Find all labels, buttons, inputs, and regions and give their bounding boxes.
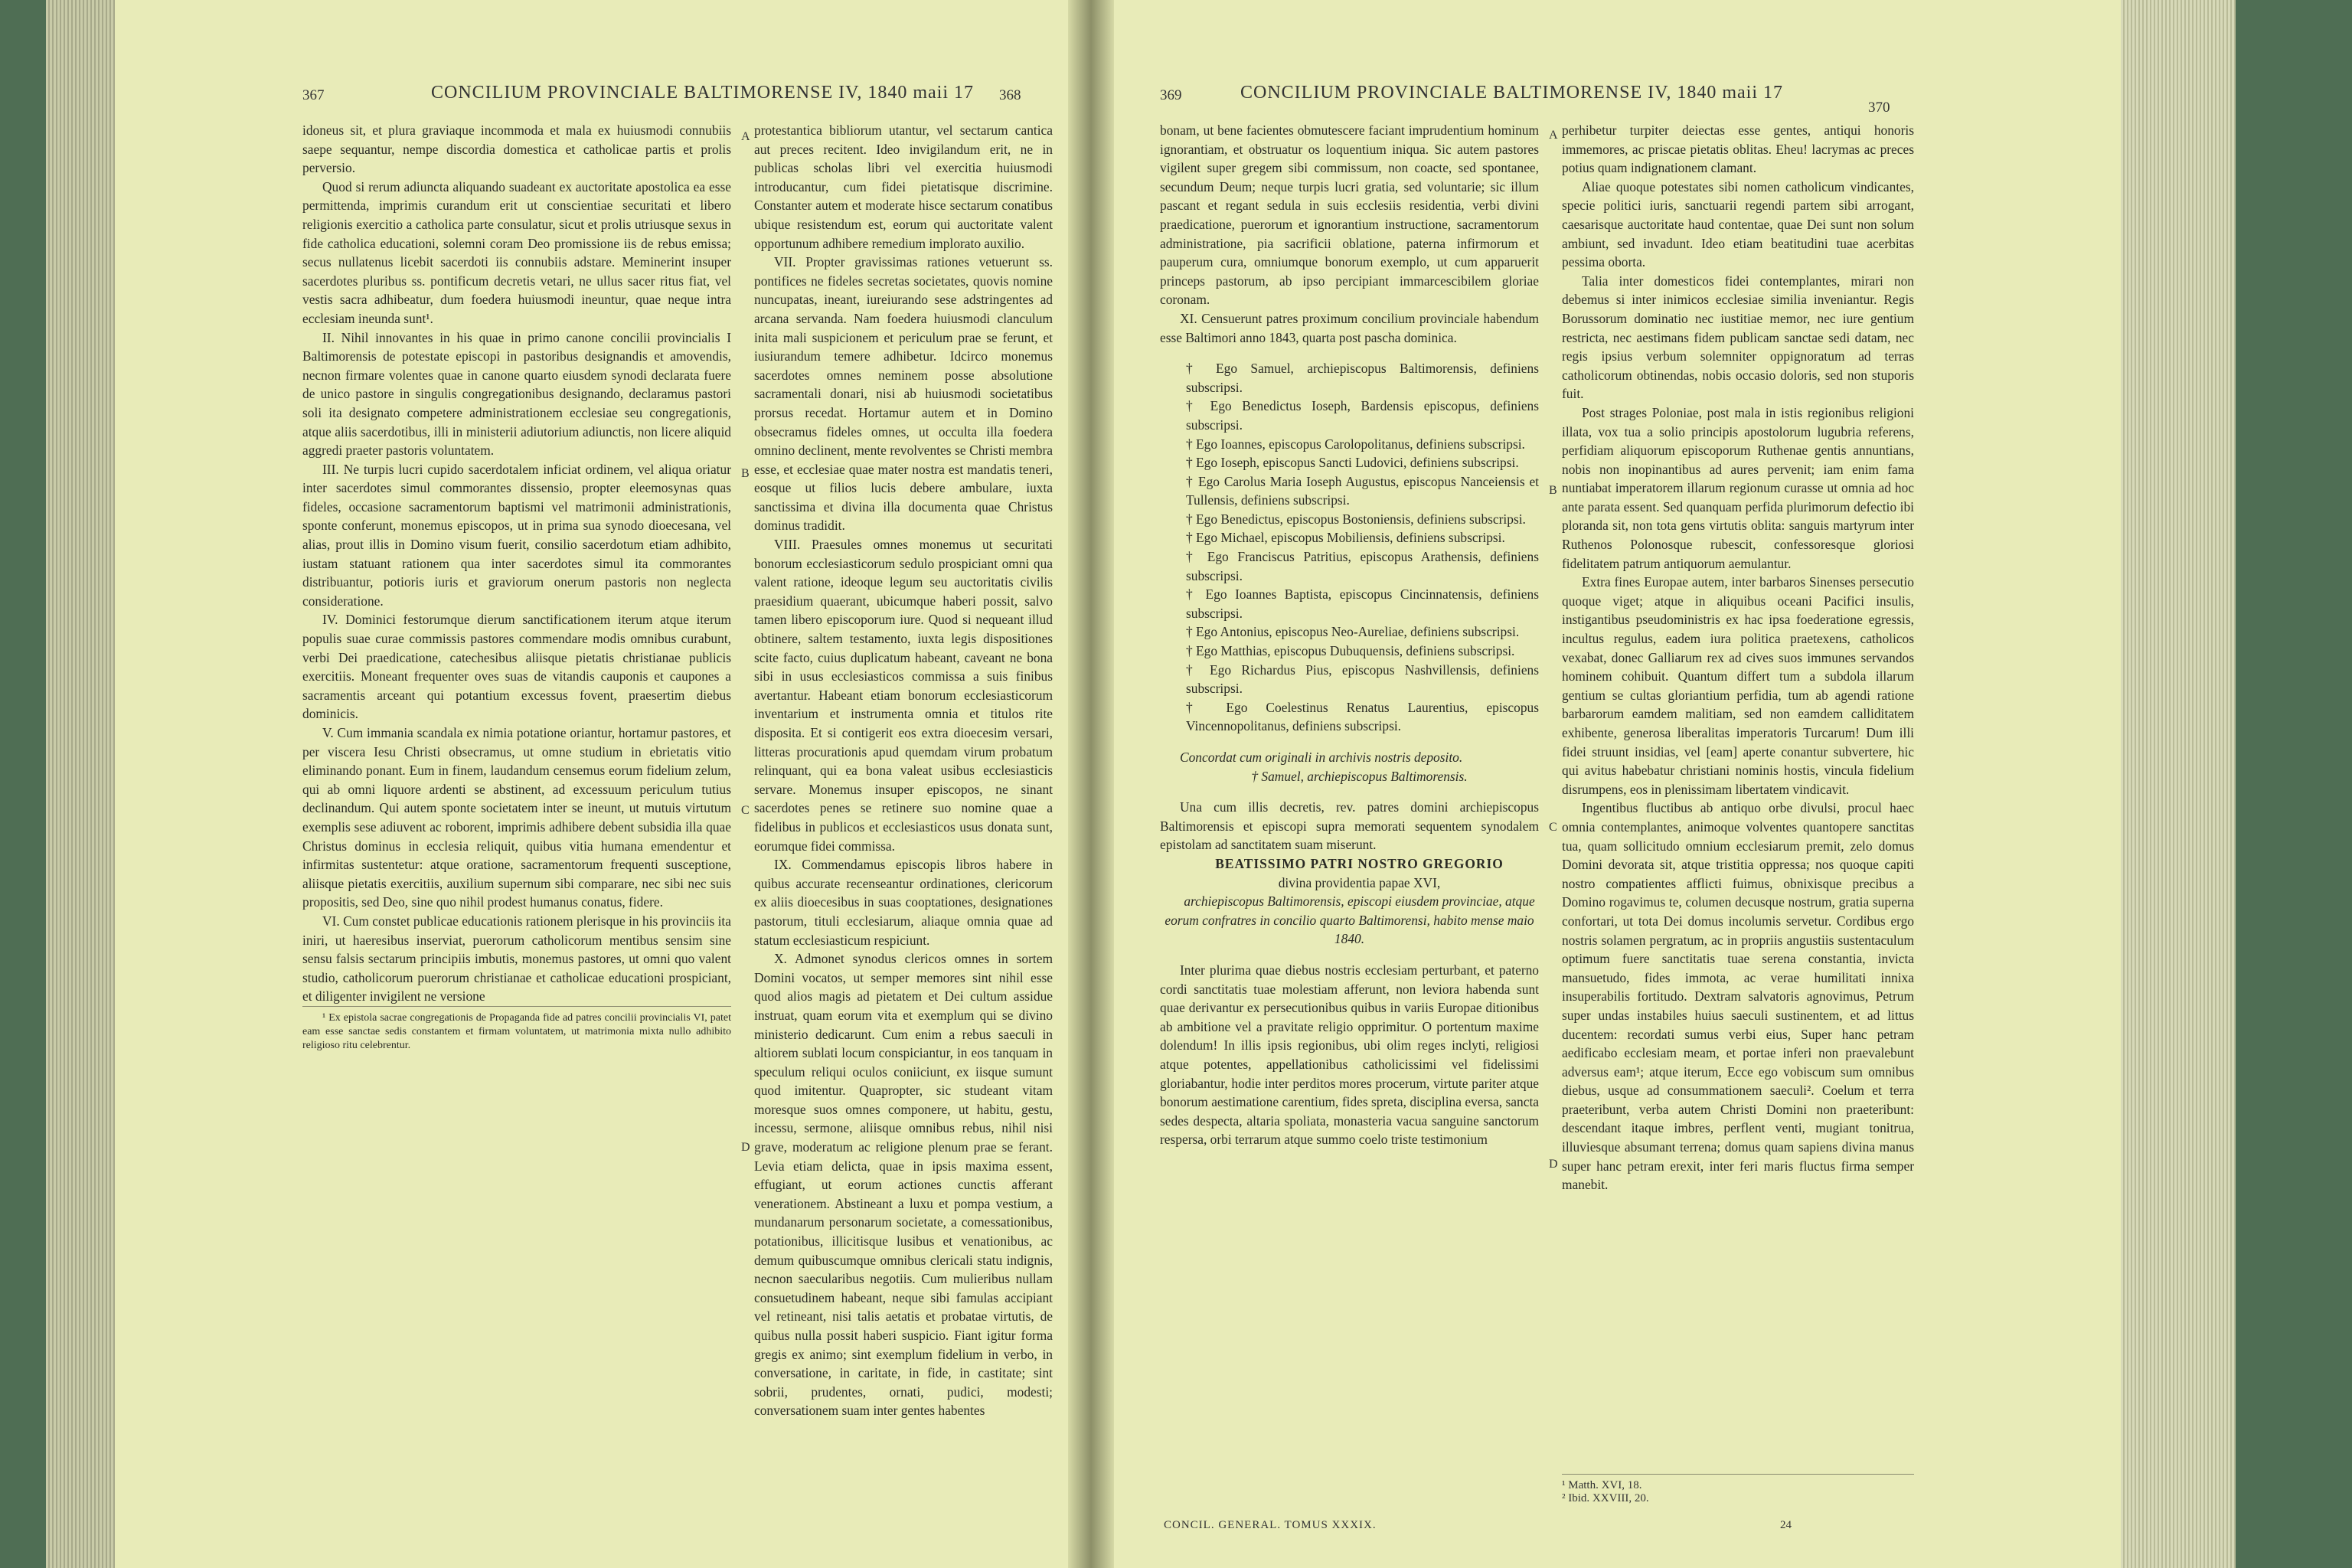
page-number-370: 370 (1868, 100, 1890, 116)
signature-line: † Ego Ioseph, episcopus Sancti Ludovici, definiens subscripsi. (1186, 455, 1519, 471)
signature-mark: CONCIL. GENERAL. TOMUS XXXIX. (1164, 1519, 1377, 1531)
paragraph: Post strages Poloniae, post mala in istis regionibus religioni illata, vox tua a solio principis apostolorum lugubria referens, perfidiam aliquorum episcoporum Ruthenae gentis annuntians, nobis non inopinantibus ad aures pervenit; iam enim fama nuntiabat imperatorem illarum regionum curasse ut omnia ad hoc ante parata essent. Sed quanquam perfida plurimorum defectio ibi ploranda sit, non tota gens virtutis oblita: sanguis martyrum inter Ruthenos Polonosque rubescit, confessoresque gloriosi fidelitatem patrum antiquorum aemulantur. (1562, 404, 1914, 571)
signature-line: † Ego Michael, episcopus Mobiliensis, definiens subscripsi. (1186, 530, 1505, 546)
margin-letter-a: A (741, 130, 750, 143)
paragraph: Quod si rerum adiuncta aliquando suadeant ex auctoritate apostolica ea esse permittenda, imprimis curandum erit ut conscientiae securitati et libero religionis exercitio a catholica parte consulatur, sicut et prolis utriusque sexus in fide catholica educationi, solemni coram Deo promissione iis de rebus emissa; secus nullatenus licebit sacerdoti iis connubiis adstare. Meminerint insuper sacerdotes pluribus ss. pontificum decretis vetari, ne ullus sacer ritus fiat, vel vestis sacra adhibeatur, dum foedera huiusmodi ineuntur, quae neque intra ecclesiam ineunda sunt¹. (302, 178, 731, 326)
signature-line: † Ego Samuel, archiepiscopus Baltimorensis, definiens subscripsi. (1186, 361, 1539, 395)
right-page-column-1 (1160, 121, 1539, 1545)
paragraph: Inter plurima quae diebus nostris ecclesiam perturbant, et paterno cordi sanctitatis tuae molestiam afferunt, non leviora habenda sunt quae derivantur ex persecutionibus quibus in variis Europae ditionibus ab ambitione vel a pravitate religio opprimitur. O portentum maxime dolendum! In illis ipsis regionibus, ubi olim reges inclyti, religiosi atque potentes, appellationibus catholicissimi vel fidelissimi gloriabantur, hodie inter perditos mores procerum, virtute pariter atque bonorum aestimatione carentium, fides spreta, disciplina eversa, sancta sedes despecta, altaria spoliata, monasteria vacua sanguine sanctorum respersa, orbi terrarum atque summo coelo triste testimonium (1160, 962, 1539, 1148)
concordat-signature: † Samuel, archiepiscopus Baltimorensis. (1251, 768, 1468, 784)
left-page-column-2 (754, 121, 1053, 1545)
paragraph: V. Cum immania scandala ex nimia potatione oriantur, hortamur pastores, et per viscera Iesu Christi obsecramus, ut omne studium in ebrietatis vitio eliminando ponant. Eum in finem, laudandum censemus eorum fidelium zelum, qui ab omni liquore ardenti se abstinent, ad excessuum periculum tutius declinandum. Qui autem sponte societatem inter se ineunt, ut mutuis virtutum exemplis sese adiuvent ac roborent, imprimis adhibere debent subsidia illa quae Christus dominus in ecclesia reliquit, quibus vitia humana emendentur et infirmitas sustentetur: atque oratione, sacramentorum frequenti susceptione, aliisque pietatis exercitiis, auxilium supernum sibi comparare, nec sibi nec suis propositis, sed Deo, sine quo nihil prodest humanus conatus, fidere. (302, 725, 731, 910)
right-page (1114, 0, 2117, 1568)
page-number-367: 367 (302, 87, 325, 103)
signature-line: † Ego Ioannes Baptista, episcopus Cincinnatensis, definiens subscripsi. (1186, 586, 1539, 621)
paragraph: VI. Cum constet publicae educationis rationem plerisque in his provinciis ita iniri, ut haeresibus inserviat, puerorum catholicorum mentibus sensim sine sensu falsis sectarum principiis imbutis, monemus pastores, ut omni quo valent studio, catholicorum puerorum christianae et catholicae educationi prospiciant, et diligenter invigilent ne versione (302, 913, 731, 1004)
right-page-column-2 (1562, 121, 1914, 1453)
paragraph: perhibetur turpiter deiectas esse gentes, antiqui honoris immemores, ac priscae pietatis oblitas. Eheu! lacrymas ac preces potius quam indignationem clamant. (1562, 122, 1914, 176)
page-number-369: 369 (1160, 87, 1182, 103)
paragraph: Talia inter domesticos fidei contemplantes, mirari non debemus si inter inimicos ecclesiae similia inveniantur. Regis Borussorum dominatio nec iustitiae memor, nec iure gentium restricta, nec aestimans fidem publicam sanctae sedi datam, nec regis ipsius verbum solemniter oppignoratum ad terras catholicorum obtinendas, nobis occasio doloris, sed non stuporis fuit. (1562, 273, 1914, 402)
paragraph: idoneus sit, et plura graviaque incommoda et mala ex huiusmodi connubiis saepe sequantur, nempe discordia domestica et catholicae partis et prolis perversio. (302, 122, 731, 176)
signature-line: † Ego Franciscus Patritius, episcopus Arathensis, definiens subscripsi. (1186, 549, 1539, 583)
running-title: CONCILIUM PROVINCIALE BALTIMORENSE IV, 1840 maii 17 (1240, 83, 1784, 103)
paragraph: VII. Propter gravissimas rationes vetuerunt ss. pontifices ne fideles secretas societates, quovis nomine nuncupatas, ineant, iureiurando sese adstringentes ad arcana servanda. Nam foedera huiusmodi clanculum inita mali suspicionem et periculum prae se ferunt, et iusiurandum temere adhibetur. Idcirco monemus sacerdotes omnes neminem posse absolutione sacramentali donari, nisi ab huiusmodi societatibus prorsus recedat. Hortamur autem et in Domino obsecramus fideles omnes, ut occulta illa foedera omnino declinent, mente revolventes se Christi membra esse, et ecclesiae quae mater nostra est mandatis teneri, eosque ut filios lucis debere ambulare, iuxta sanctissima et divina illa documenta quae Christus dominus tradidit. (754, 254, 1053, 534)
paragraph: VIII. Praesules omnes monemus ut securitati bonorum ecclesiasticorum sedulo prospiciant omni qua valent ratione, ideoque legum seu auctoritatis civilis praesidium quaerant, ubicumque haberi possit, salvo tamen libero episcoporum iure. Quod si nequeant illud obtinere, saltem testamento, iuxta legis dispositiones scite facto, cuius duplicatum habeant, caveant ne bona sibi in usus ecclesiasticos commissa a suis finibus avertantur. Habeant etiam bonorum ecclesiasticorum inventarium et instrumenta omnia et titulos rite disposita. Et si contigerit eos extra dioecesim versari, litteras procurationis apud quemdam virum probatum relinquant, qui ea bona valeat usibus ecclesiasticis servare. Monemus insuper episcopos, ne sinant sacerdotes penes se retinere suo nomine quae a fidelibus in publicos et ecclesiasticos usus donata sunt, eorumque fidei commissa. (754, 537, 1053, 854)
margin-letter-d: D (741, 1141, 750, 1154)
margin-letter-c: C (741, 804, 750, 817)
footnotes (1562, 1474, 1914, 1505)
margin-letter-b: B (1549, 484, 1557, 497)
paragraph: Una cum illis decretis, rev. patres domini archiepiscopus Baltimorensis et episcopi supra memorati sequentem synodalem epistolam ad sanctitatem suam miserunt. (1160, 799, 1539, 853)
footnote: ¹ Matth. XVI, 18. (1562, 1479, 1642, 1491)
right-page-header (1114, 83, 2117, 116)
signature-line: † Ego Benedictus Ioseph, Bardensis episcopus, definiens subscripsi. (1186, 398, 1539, 433)
paragraph: III. Ne turpis lucri cupido sacerdotalem inficiat ordinem, vel aliqua oriatur inter sacerdotes simul commorantes dissensio, propter eleemosynas quas fideles, occasione sacramentorum baptismi vel matrimonii administrationis, sponte conferunt, monemus episcopos, ut in prima sua synodo dioecesana, vel alias, prout illis in Domino visum fuerit, consilio sacerdotum etiam adhibito, iustam statuant rationem qua inter sacerdotes simul ita commorantes distribuantur, potioris iuris et graviorum onerum pastoris non neglecta consideratione. (302, 461, 731, 609)
running-title: CONCILIUM PROVINCIALE BALTIMORENSE IV, 1840 maii 17 (431, 83, 975, 103)
footnote: ² Ibid. XXVIII, 20. (1562, 1492, 1649, 1504)
paragraph: II. Nihil innovantes in his quae in primo canone concilii provincialis I Baltimorensis de potestate episcopi in pastoribus designandis et amovendis, necnon firmare volentes quae in canone quarto eiusdem synodi declarata fuere de unico pastore in singulis congregationibus designando, declaramus pastori soli ita designato competere administrationem ecclesiae seu congregationis, atque aliis sacerdotibus, illi in ministerii adiutorium adiunctis, non licere aliquid aggredi praeter pastoris voluntatem. (302, 329, 731, 459)
paragraph: IV. Dominici festorumque dierum sanctificationem iterum atque iterum populis suae curae commissis pastores commendare modis omnibus curabunt, verbi Dei praedicatione, catechesibus aliisque pietatis christianae publicis exercitiis. Moneant frequenter oves suas de vitandis cauponis et caupones a sacramentis arceant qui potantium excessus fovent, praesertim diebus dominicis. (302, 612, 731, 722)
signature-line: † Ego Richardus Pius, episcopus Nashvillensis, definiens subscripsi. (1186, 662, 1539, 697)
margin-letter-a: A (1549, 129, 1558, 142)
paragraph: Extra fines Europae autem, inter barbaros Sinenses persecutio quoque viget; atque in aliquibus oceani Pacifici insulis, instigantibus pseudoministris ex hac ipsa foederatione egressis, incultus regulus, eadem iura politica praetexens, catholicos vexabat, donec Galliarum rex ad cives suos immunes servandos hominem cohibuit. Quantum differt tum a subdola illarum gentium se cultas gloriantium perfidia, tum ab agendi ratione barbarorum eamdem malitiam, sed non eamdem calliditatem exhibente, generosa liberalitas imperatoris Turcarum! Dum illi fidei struunt insidias, vel [eam] aperte conantur subvertere, hic qui avitus habebatur christiani nominis hostis, vincula fidelium disrumpens, eos in plenissimam libertatem vindicavit. (1562, 574, 1914, 797)
section-subheading: divina providentia papae XVI, (1278, 874, 1441, 890)
section-subheading-italic: archiepiscopus Baltimorensis, episcopi eiusdem provinciae, atque eorum confratres in concilio quarto Baltimorensi, habito mense maio 1840. (1165, 893, 1535, 947)
signature-line: † Ego Carolus Maria Ioseph Augustus, episcopus Nanceiensis et Tullensis, definiens subscripsi. (1186, 473, 1539, 508)
margin-letter-c: C (1549, 821, 1557, 834)
left-page-edges (46, 0, 115, 1568)
margin-letter-b: B (741, 467, 750, 480)
page-number-368: 368 (999, 87, 1021, 103)
paragraph: Aliae quoque potestates sibi nomen catholicum vindicantes, specie politici iuris, sanctuarii regendi partem sibi arrogant, caesarisque auctoritate haud contentae, quae Dei sunt non solum ambiunt, sed invadunt. Ideo etiam beatitudini tuae acerbitas pessima oborta. (1562, 178, 1914, 270)
signature-line: † Ego Coelestinus Renatus Laurentius, episcopus Vincennopolitanus, definiens subscripsi. (1186, 699, 1539, 734)
paragraph: XI. Censuerunt patres proximum concilium provinciale habendum esse Baltimori anno 1843, quarta post pascha dominica. (1160, 310, 1539, 345)
paragraph: X. Admonet synodus clericos omnes in sortem Domini vocatos, ut semper memores sint nihil esse quod alios magis ad pietatem et Dei cultum assidue instruat, quam eorum vita et exemplum qui se divino ministerio dedicarunt. Cum enim a rebus saeculi in altiorem sublati locum conspiciantur, in eos tanquam in speculum reliqui oculos coniiciunt, ex iisque sumunt quod imitentur. Quapropter, sic studeant vitam moresque suos omnes componere, ut habitu, gestu, incessu, sermone, aliisque omnibus rebus, nihil nisi grave, moderatum ac religione plenum prae se ferant. Levia etiam delicta, quae in ipsis maxima essent, effugiant, ut eorum actiones cunctis afferant venerationem. Abstineant a luxu et pompa vestium, a mundanarum personarum societate, a comessationibus, potationibus, illicitisque lusibus et venationibus, ac demum quibuscumque omnibus clericali statu indignis, necnon saecularibus negotiis. Cum mulieribus nullam consuetudinem habeant, neque sibi famulas accipiant vel retineant, nisi talis aetatis et probatae virtutis, de quibus nulla possit haberi suspicio. Fiant igitur forma gregis ex animo; sint exemplum fidelium in verbo, in conversatione, in caritate, in fide, in castitate; sint sobrii, prudentes, ornati, pudici, modesti; conversationem suam inter gentes habentes (754, 951, 1053, 1419)
signature-line: † Ego Antonius, episcopus Neo-Aureliae, definiens subscripsi. (1186, 624, 1520, 640)
sheet-number: 24 (1780, 1519, 1792, 1531)
paragraph: Ingentibus fluctibus ab antiquo orbe divulsi, procul haec omnia contemplantes, animoque volventes quantopere sanctitas tua, quam sollicitudo omnium ecclesiarum premit, zelo domus Domini devorata sit, atque tristitia oppressa; nos quoque capiti nostro compatientes afflicti fuimus, obnixisque precibus a Domino rogavimus te, columen decusque nostrum, gratia superna confortari, ut tota Dei domus incolumis servetur. Cordibus ergo nostris solamen pergratum, ac in propriis angustiis sustentaculum optimum fuere sanctitatis tuae serena constantia, invicta mansuetudo, fides immota, ac verae humilitati innixa insuperabilis fortitudo. Dextram salvatoris agnovimus, Petrum super undas instabiles huius saeculi sustinentem, et ad littus ducentem: recordati sumus verbi eius, Super hanc petram aedificabo ecclesiam meam, et portae inferi non praevalebunt adversus eam¹; atque iterum, Ecce ego vobiscum sum omnibus diebus, usque ad consummationem saeculi². Coelum et terra praeteribunt, verba autem Christi Domini non praeteribunt: descendant itaque imbres, perflent venti, mugiant tonitrua, illuviesque absumant terrena; domus quam sapiens divina manus super hanc petram erexit, inter feri maris fluctus firma semper manebit. (1562, 800, 1914, 1193)
spacer (1160, 949, 1539, 961)
signature-line: † Ego Benedictus, episcopus Bostoniensis, definiens subscripsi. (1186, 511, 1526, 527)
left-page-header (119, 83, 1068, 113)
left-page-column-1 (302, 121, 731, 1545)
spacer (1160, 786, 1539, 798)
spacer (1160, 736, 1539, 748)
spacer (1160, 347, 1539, 359)
concordat-note: Concordat cum originali in archivis nostris deposito. (1180, 750, 1463, 765)
paragraph: protestantica bibliorum utantur, vel sectarum cantica aut preces recitent. Ideo invigilandum erit, ne in publicas scholas libri vel exercitia huiusmodi introducantur, cum fidei pietatisque discrimine. Constanter autem et moderate hisce sectarum conatibus ubique resistendum est, eorum qui auctoritate valent opportunum adhibere remedium implorato auxilio. (754, 122, 1053, 251)
left-page (119, 0, 1068, 1568)
paragraph: bonam, ut bene facientes obmutescere faciant imprudentium hominum ignorantiam, et obstruatur os loquentium iniqua. Sic autem pastores vigilent super gregem sibi commissum, non coacte, sed spontanee, secundum Deum; neque turpis lucri gratia, sed voluntarie; sic illum pascant et regant sedula in suis ecclesiis residentia, verbi divini praedicatione, puerorum et ignorantium instructione, sacramentorum administratione, pia sacrificii oblatione, paterna infirmorum et pauperum cura, omniumque bonorum exemplo, ut cum apparuerit princeps pastorum, ab ipso percipiant immarcescibilem gloriae coronam. (1160, 122, 1539, 308)
signature-line: † Ego Ioannes, episcopus Carolopolitanus, definiens subscripsi. (1186, 436, 1525, 452)
margin-letter-d: D (1549, 1158, 1558, 1171)
signature-line: † Ego Matthias, episcopus Dubuquensis, definiens subscripsi. (1186, 643, 1515, 659)
footnote: ¹ Ex epistola sacrae congregationis de Propaganda fide ad patres concilii provincialis VI, patet eam esse sanctae sedis constantem et firmam voluntatem, ut matrimonia mixta nullo adhibito religioso ritu celebrentur. (302, 1006, 731, 1053)
book-gutter (1068, 0, 1114, 1568)
section-heading: BEATISSIMO PATRI NOSTRO GREGORIO (1215, 855, 1504, 871)
right-page-edges (2121, 0, 2236, 1568)
paragraph: IX. Commendamus episcopis libros habere in quibus accurate recenseantur ordinationes, clericorum ex aliis dioecesibus in suas cooptationes, designationes pastorum, tituli ecclesiarum, aliaque omnia quae ad statum ecclesiasticum respiciunt. (754, 857, 1053, 948)
